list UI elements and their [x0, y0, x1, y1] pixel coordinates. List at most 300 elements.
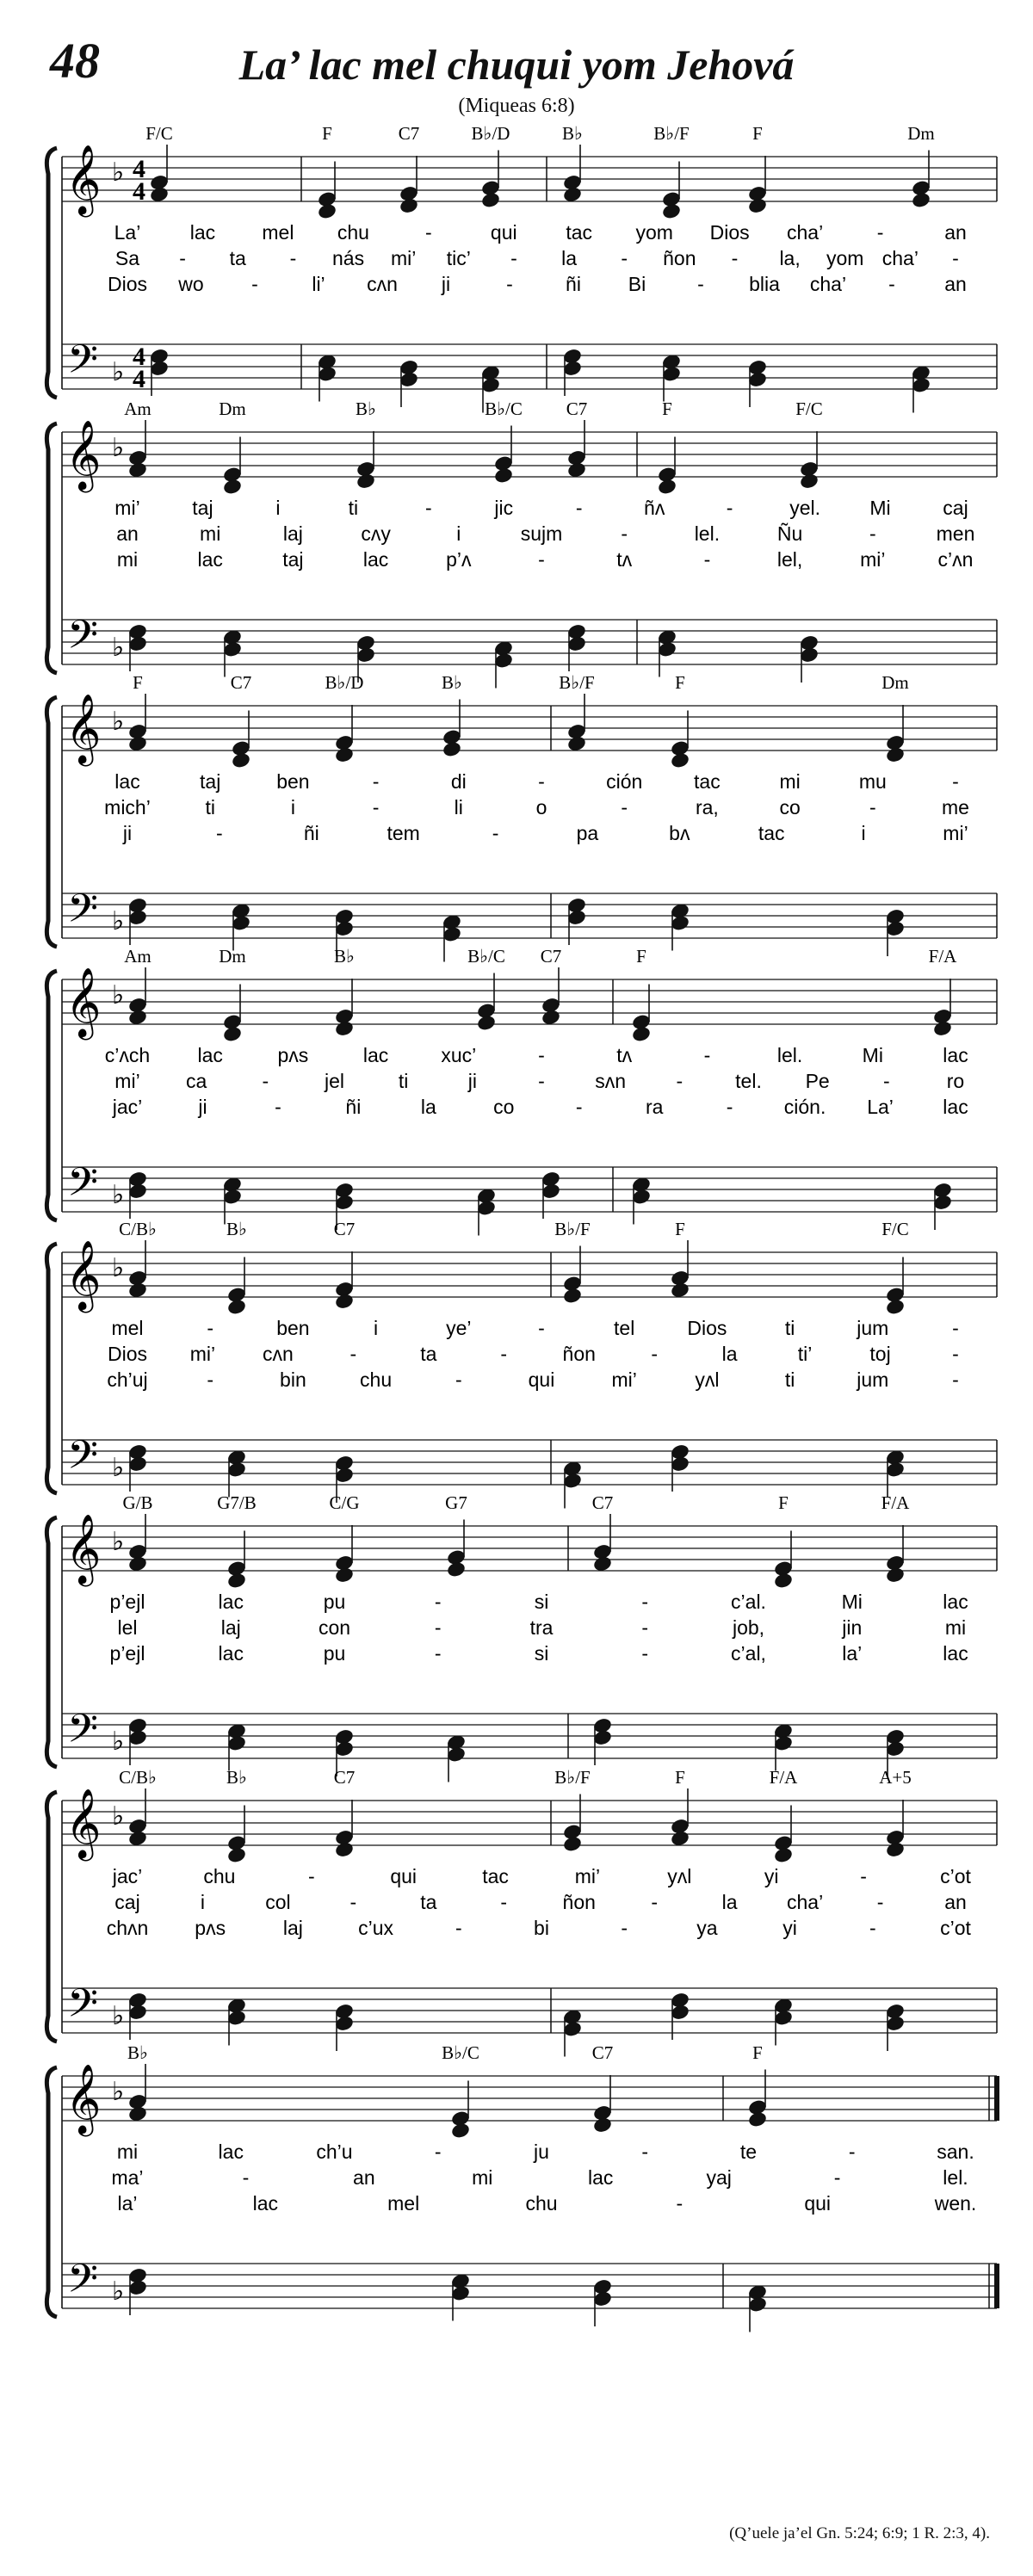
lyric-syllable: ti [784, 1368, 795, 1391]
note-head [226, 1298, 247, 1316]
lyric-syllable: an [116, 522, 139, 545]
chord-symbol: F [675, 1767, 685, 1788]
system-bracket [46, 148, 57, 398]
lyric-syllable: ben [276, 770, 310, 793]
lyric-syllable: mi’ [611, 1368, 637, 1391]
note-head [562, 186, 583, 204]
chord-symbol: F [752, 2042, 763, 2063]
chord-symbol: F/A [881, 1492, 910, 1513]
lyric-syllable: di [450, 770, 467, 793]
note-head [334, 1841, 355, 1859]
lyric-syllable: i [861, 822, 866, 844]
lyric-syllable: - [952, 1343, 959, 1365]
treble-staff [62, 432, 997, 477]
lyric-syllable: - [307, 1865, 315, 1887]
bass-clef: 𝄢 [67, 2256, 99, 2312]
treble-staff [62, 979, 997, 1024]
lyric-syllable: ch’u [316, 2140, 353, 2163]
lyric-syllable: ción [606, 770, 643, 793]
note-head [799, 473, 820, 491]
lyric-syllable: - [641, 1642, 649, 1665]
lyric-syllable: pu [323, 1642, 346, 1665]
key-signature-flat: ♭ [112, 1727, 125, 1757]
lyric-syllable: - [860, 1865, 867, 1887]
lyric-syllable: i [290, 796, 295, 819]
bass-clef: 𝄢 [67, 1432, 99, 1488]
lyric-syllable: c’ux [358, 1917, 394, 1939]
lyric-syllable: ben [276, 1317, 310, 1339]
lyric-syllable: - [289, 247, 297, 269]
lyric-syllable: caj [114, 1891, 140, 1913]
lyric-syllable: lac [218, 2140, 244, 2163]
lyric-syllable: lac [362, 548, 389, 571]
lyric-syllable: i [456, 522, 461, 545]
chord-symbol: C7 [566, 398, 588, 419]
lyric-syllable: xuc’ [441, 1044, 477, 1066]
lyric-syllable: ro [946, 1070, 965, 1092]
note-head [399, 197, 419, 215]
note-head [334, 1293, 355, 1311]
bass-staff [62, 893, 997, 938]
lyric-syllable: la [721, 1891, 738, 1913]
chord-symbol: F [675, 1219, 685, 1239]
note-head [450, 2122, 471, 2140]
music-system [46, 2042, 997, 2332]
chord-symbol: B♭/F [559, 672, 595, 693]
note-head [127, 2105, 148, 2123]
lyric-syllable: - [575, 1096, 583, 1118]
lyric-syllable: yʌl [667, 1865, 692, 1887]
footer-reference: (Q’uele ja’el Gn. 5:24; 6:9; 1 R. 2:3, 4). [729, 2524, 990, 2542]
bass-clef: 𝄢 [67, 1980, 99, 2036]
lyric-syllable: tic’ [446, 247, 471, 269]
lyric-syllable: lac [588, 2166, 614, 2189]
lyric-syllable: - [621, 1917, 628, 1939]
lyric-syllable: mi [116, 548, 139, 571]
lyric-syllable: - [538, 1044, 545, 1066]
lyric-syllable: - [869, 796, 876, 819]
lyric-syllable: - [538, 770, 545, 793]
lyric-syllable: - [869, 522, 876, 545]
treble-clef: 𝄞 [65, 1513, 102, 1584]
lyric-syllable: - [651, 1343, 659, 1365]
lyric-syllable: - [888, 273, 895, 295]
chord-symbol: B♭ [562, 123, 583, 144]
music-system [46, 946, 997, 1236]
note-head [317, 202, 337, 220]
lyric-syllable: tʌ [616, 1044, 633, 1066]
treble-staff [62, 706, 997, 751]
lyric-syllable: cha’ [786, 1891, 824, 1913]
key-signature-flat: ♭ [112, 2001, 125, 2031]
chord-symbol: C/B♭ [119, 1219, 157, 1239]
lyric-syllable: chu [360, 1368, 393, 1391]
lyric-syllable: mi [472, 2166, 493, 2189]
lyric-syllable: - [621, 522, 628, 545]
lyric-syllable: - [621, 247, 628, 269]
lyric-syllable: mi’ [943, 822, 968, 844]
note-head [222, 1025, 243, 1043]
lyric-syllable: mi [944, 1616, 967, 1639]
note-head [670, 751, 690, 769]
note-head [127, 1830, 148, 1848]
lyric-syllable: mi’ [574, 1865, 601, 1887]
treble-clef: 𝄞 [65, 1239, 102, 1310]
lyric-syllable: ma’ [111, 2166, 144, 2189]
lyric-syllable: pa [576, 822, 599, 844]
chord-symbol: A+5 [879, 1767, 912, 1788]
chord-symbol: B♭/C [485, 398, 523, 419]
note-head [657, 478, 677, 496]
chord-symbol: F/A [769, 1767, 798, 1788]
chord-symbol: C7 [230, 672, 252, 693]
lyric-syllable: tel. [735, 1070, 762, 1092]
lyric-syllable: pʌs [277, 1044, 309, 1066]
chord-symbol: C/B♭ [119, 1767, 157, 1788]
lyric-syllable: - [641, 2140, 649, 2163]
lyric-syllable: - [538, 1070, 545, 1092]
lyric-syllable: - [676, 2192, 684, 2215]
lyric-syllable: te [739, 2140, 758, 2163]
lyric-syllable: bʌ [669, 822, 690, 844]
key-signature-flat: ♭ [112, 906, 125, 936]
chord-symbol: F/A [928, 946, 957, 967]
note-head [334, 1020, 355, 1038]
note-head [566, 461, 587, 479]
lyric-syllable: lac [189, 221, 216, 244]
lyric-syllable: Mi [841, 1591, 863, 1613]
note-head [127, 735, 148, 753]
lyric-syllable: tʌ [616, 548, 633, 571]
chord-symbol: C7 [333, 1219, 356, 1239]
music-system [46, 123, 997, 413]
lyric-syllable: - [952, 1317, 959, 1339]
lyric-syllable: - [651, 1891, 659, 1913]
chord-symbol: B♭/F [554, 1767, 591, 1788]
lyric-syllable: - [455, 1368, 462, 1391]
lyric-syllable: cʌn [263, 1343, 294, 1365]
lyric-syllable: nás [331, 247, 365, 269]
key-signature-flat: ♭ [112, 158, 125, 188]
time-signature: 4 [133, 155, 145, 183]
treble-staff [62, 157, 997, 201]
treble-clef: 𝄞 [65, 419, 102, 490]
key-signature-flat: ♭ [112, 1253, 125, 1283]
lyric-syllable: blia [749, 273, 780, 295]
lyric-syllable: pu [323, 1591, 346, 1613]
lyric-syllable: ti [348, 497, 359, 519]
note-head [356, 473, 376, 491]
lyric-syllable: co [779, 796, 801, 819]
lyric-syllable: jic [494, 497, 514, 519]
lyric-syllable: yel. [789, 497, 820, 519]
lyric-syllable: mi [779, 770, 801, 793]
chord-symbol: C7 [333, 1767, 356, 1788]
bass-staff [62, 1988, 997, 2033]
lyric-syllable: chu [203, 1865, 236, 1887]
lyric-syllable: - [455, 1917, 462, 1939]
bass-clef: 𝄢 [67, 1706, 99, 1762]
chord-symbol: F [778, 1492, 789, 1513]
chord-symbol: B♭ [226, 1219, 247, 1239]
key-signature-flat: ♭ [112, 357, 125, 387]
lyric-syllable: lac [943, 1642, 968, 1665]
lyric-syllable: chʌn [106, 1917, 149, 1939]
bass-clef: 𝄢 [67, 612, 99, 668]
chord-symbol: Am [124, 946, 152, 967]
lyric-syllable: jac’ [112, 1096, 143, 1118]
lyric-syllable: mi [200, 522, 221, 545]
lyric-syllable: yi [764, 1865, 779, 1887]
note-head [773, 1572, 794, 1590]
chord-symbol: C/G [329, 1492, 360, 1513]
lyric-syllable: ñi [303, 822, 319, 844]
chord-symbol: F [133, 672, 143, 693]
note-head [661, 202, 682, 220]
lyric-syllable: san. [937, 2140, 974, 2163]
note-head [885, 1298, 906, 1316]
lyric-syllable: - [251, 273, 258, 295]
lyric-syllable: ji [122, 822, 133, 844]
system-bracket [46, 1792, 57, 2042]
lyric-syllable: mich’ [104, 796, 151, 819]
lyric-syllable: Bi [628, 273, 646, 295]
lyric-syllable: ra, [695, 796, 719, 819]
music-system [46, 1767, 997, 2057]
lyric-syllable: - [207, 1317, 214, 1339]
lyric-syllable: lac [252, 2192, 279, 2215]
lyric-syllable: cha’ [881, 247, 919, 269]
lyric-syllable: Dios [709, 221, 750, 244]
lyric-syllable: la [420, 1096, 436, 1118]
lyric-syllable: taj [282, 548, 304, 571]
chord-symbol: F [662, 398, 672, 419]
lyric-syllable: jum [857, 1368, 889, 1391]
lyric-syllable: job, [732, 1616, 765, 1639]
lyric-syllable: lac [362, 1044, 389, 1066]
lyric-syllable: col [265, 1891, 291, 1913]
lyric-syllable: - [876, 1891, 884, 1913]
lyric-syllable: jin [842, 1616, 863, 1639]
lyric-syllable: la [561, 247, 578, 269]
lyric-syllable: i [275, 497, 281, 519]
lyric-syllable: p’ʌ [446, 548, 472, 571]
lyric-syllable: - [492, 822, 499, 844]
treble-staff [62, 1526, 997, 1571]
key-signature-flat: ♭ [112, 980, 125, 1010]
lyric-syllable: c’ʌn [937, 548, 974, 571]
lyric-syllable: mel [111, 1317, 144, 1339]
lyric-syllable: lel [117, 1616, 138, 1639]
music-system [46, 398, 997, 689]
lyric-syllable: la’ [842, 1642, 863, 1665]
lyric-syllable: la [721, 1343, 738, 1365]
lyric-syllable: men [936, 522, 975, 545]
chord-symbol: C7 [398, 123, 420, 144]
lyric-syllable: - [242, 2166, 250, 2189]
lyric-syllable: taj [200, 770, 221, 793]
key-signature-flat: ♭ [112, 707, 125, 737]
lyric-syllable: - [882, 1070, 890, 1092]
lyric-syllable: - [621, 796, 628, 819]
lyric-syllable: caj [943, 497, 968, 519]
lyric-syllable: Ñu [776, 522, 803, 545]
lyric-syllable: - [869, 1917, 876, 1939]
key-signature-flat: ♭ [112, 633, 125, 663]
note-head [149, 186, 170, 204]
treble-staff [62, 2076, 997, 2121]
lyric-syllable: - [538, 1317, 545, 1339]
lyric-syllable: - [952, 1368, 959, 1391]
lyric-syllable: tac [694, 770, 721, 793]
lyric-syllable: bi [534, 1917, 549, 1939]
lyric-syllable: laj [282, 1917, 303, 1939]
lyric-syllable: - [500, 1343, 508, 1365]
lyric-syllable: laj [220, 1616, 241, 1639]
note-head [562, 1835, 583, 1853]
music-system [46, 672, 997, 962]
lyric-syllable: toj [869, 1343, 891, 1365]
chord-symbol: F [322, 123, 332, 144]
lyric-syllable: lac [114, 770, 140, 793]
lyric-syllable: - [434, 1642, 442, 1665]
lyric-syllable: - [216, 822, 223, 844]
lyric-syllable: jel [324, 1070, 345, 1092]
chord-symbol: Am [124, 398, 152, 419]
chord-symbol: F/C [881, 1219, 909, 1239]
lyric-syllable: me [942, 796, 969, 819]
note-head [885, 1841, 906, 1859]
lyric-syllable: o [535, 796, 547, 819]
lyric-syllable: bin [280, 1368, 306, 1391]
lyric-syllable: ta [420, 1891, 437, 1913]
note-head [541, 1009, 561, 1027]
lyric-syllable: - [434, 1591, 442, 1613]
time-signature: 4 [133, 177, 145, 206]
lyric-syllable: - [641, 1616, 649, 1639]
lyric-syllable: lac [197, 548, 223, 571]
lyric-syllable: c’al. [731, 1591, 766, 1613]
lyric-syllable: cʌn [367, 273, 398, 295]
chord-symbol: C7 [540, 946, 562, 967]
lyric-syllable: ñʌ [644, 497, 665, 519]
lyric-syllable: - [424, 497, 432, 519]
note-head [476, 1014, 497, 1032]
chord-symbol: B♭ [334, 946, 355, 967]
lyric-syllable: c’ot [940, 1865, 971, 1887]
lyric-syllable: wo [178, 273, 204, 295]
lyric-syllable: - [575, 497, 583, 519]
key-signature-flat: ♭ [112, 433, 125, 463]
lyric-syllable: ti’ [797, 1343, 813, 1365]
lyric-syllable: - [848, 2140, 856, 2163]
note-head [127, 1009, 148, 1027]
lyric-syllable: laj [282, 522, 303, 545]
music-system [46, 1219, 997, 1509]
lyric-syllable: si [534, 1591, 549, 1613]
treble-clef: 𝄞 [65, 144, 102, 214]
bass-clef: 𝄢 [67, 886, 99, 942]
lyric-syllable: ñon [562, 1343, 596, 1365]
bass-staff [62, 2264, 997, 2308]
lyric-syllable: c’ʌch [104, 1044, 151, 1066]
lyric-syllable: yom [826, 247, 864, 269]
note-head [670, 1830, 690, 1848]
chord-symbol: G7 [445, 1492, 467, 1513]
lyric-syllable: lac [218, 1642, 244, 1665]
lyric-syllable: tac [566, 221, 593, 244]
key-signature-flat: ♭ [112, 2276, 125, 2307]
lyric-syllable: ti [784, 1317, 795, 1339]
lyric-syllable: - [538, 548, 545, 571]
lyric-syllable: an [944, 273, 967, 295]
lyric-syllable: ji [467, 1070, 477, 1092]
lyric-syllable: ción. [783, 1096, 826, 1118]
lyric-syllable: tem [387, 822, 420, 844]
bass-staff [62, 344, 997, 389]
note-head [226, 1572, 247, 1590]
lyric-syllable: - [372, 770, 380, 793]
lyric-syllable: cha’ [786, 221, 824, 244]
lyric-syllable: - [833, 2166, 841, 2189]
lyric-syllable: - [349, 1343, 357, 1365]
lyric-syllable: si [534, 1642, 549, 1665]
lyric-syllable: cʌy [361, 522, 391, 545]
lyric-syllable: mi’ [860, 548, 886, 571]
lyric-syllable: i [200, 1891, 206, 1913]
lyric-syllable: wen. [934, 2192, 977, 2215]
lyric-syllable: chu [337, 221, 369, 244]
chord-symbol: B♭/D [325, 672, 364, 693]
scripture-reference: (Miqueas 6:8) [458, 95, 575, 117]
lyric-syllable: - [703, 1044, 711, 1066]
note-head [670, 1282, 690, 1300]
lyric-syllable: Pe [805, 1070, 830, 1092]
lyric-syllable: Dios [107, 273, 148, 295]
note-head [631, 1025, 652, 1043]
lyric-syllable: ji [198, 1096, 207, 1118]
lyric-syllable: ju [534, 2140, 549, 2163]
lyric-syllable: ra [645, 1096, 664, 1118]
lyric-syllable: ca [186, 1070, 207, 1092]
lyric-syllable: ñi [566, 273, 581, 295]
lyric-syllable: Dios [107, 1343, 148, 1365]
lyric-syllable: lac [218, 1591, 244, 1613]
chord-symbol: Dm [219, 946, 246, 967]
lyric-syllable: - [506, 273, 513, 295]
system-bracket [46, 423, 57, 673]
note-head [334, 1566, 355, 1585]
lyric-syllable: ñi [345, 1096, 362, 1118]
lyric-syllable: - [676, 1070, 684, 1092]
lyric-syllable: tac [758, 822, 785, 844]
lyric-syllable: tac [482, 1865, 509, 1887]
note-head [127, 1282, 148, 1300]
lyric-syllable: - [500, 1891, 508, 1913]
lyric-syllable: ta [420, 1343, 437, 1365]
lyric-syllable: - [703, 548, 711, 571]
chord-symbol: B♭ [127, 2042, 148, 2063]
lyric-syllable: mi [116, 2140, 139, 2163]
treble-staff [62, 1252, 997, 1297]
chord-symbol: B♭/F [554, 1219, 591, 1239]
note-head [566, 735, 587, 753]
lyric-syllable: - [726, 1096, 733, 1118]
treble-clef: 𝄞 [65, 967, 102, 1037]
lyric-syllable: mi’ [390, 247, 417, 269]
lyric-syllable: li’ [312, 273, 325, 295]
lyric-syllable: pʌs [195, 1917, 226, 1939]
